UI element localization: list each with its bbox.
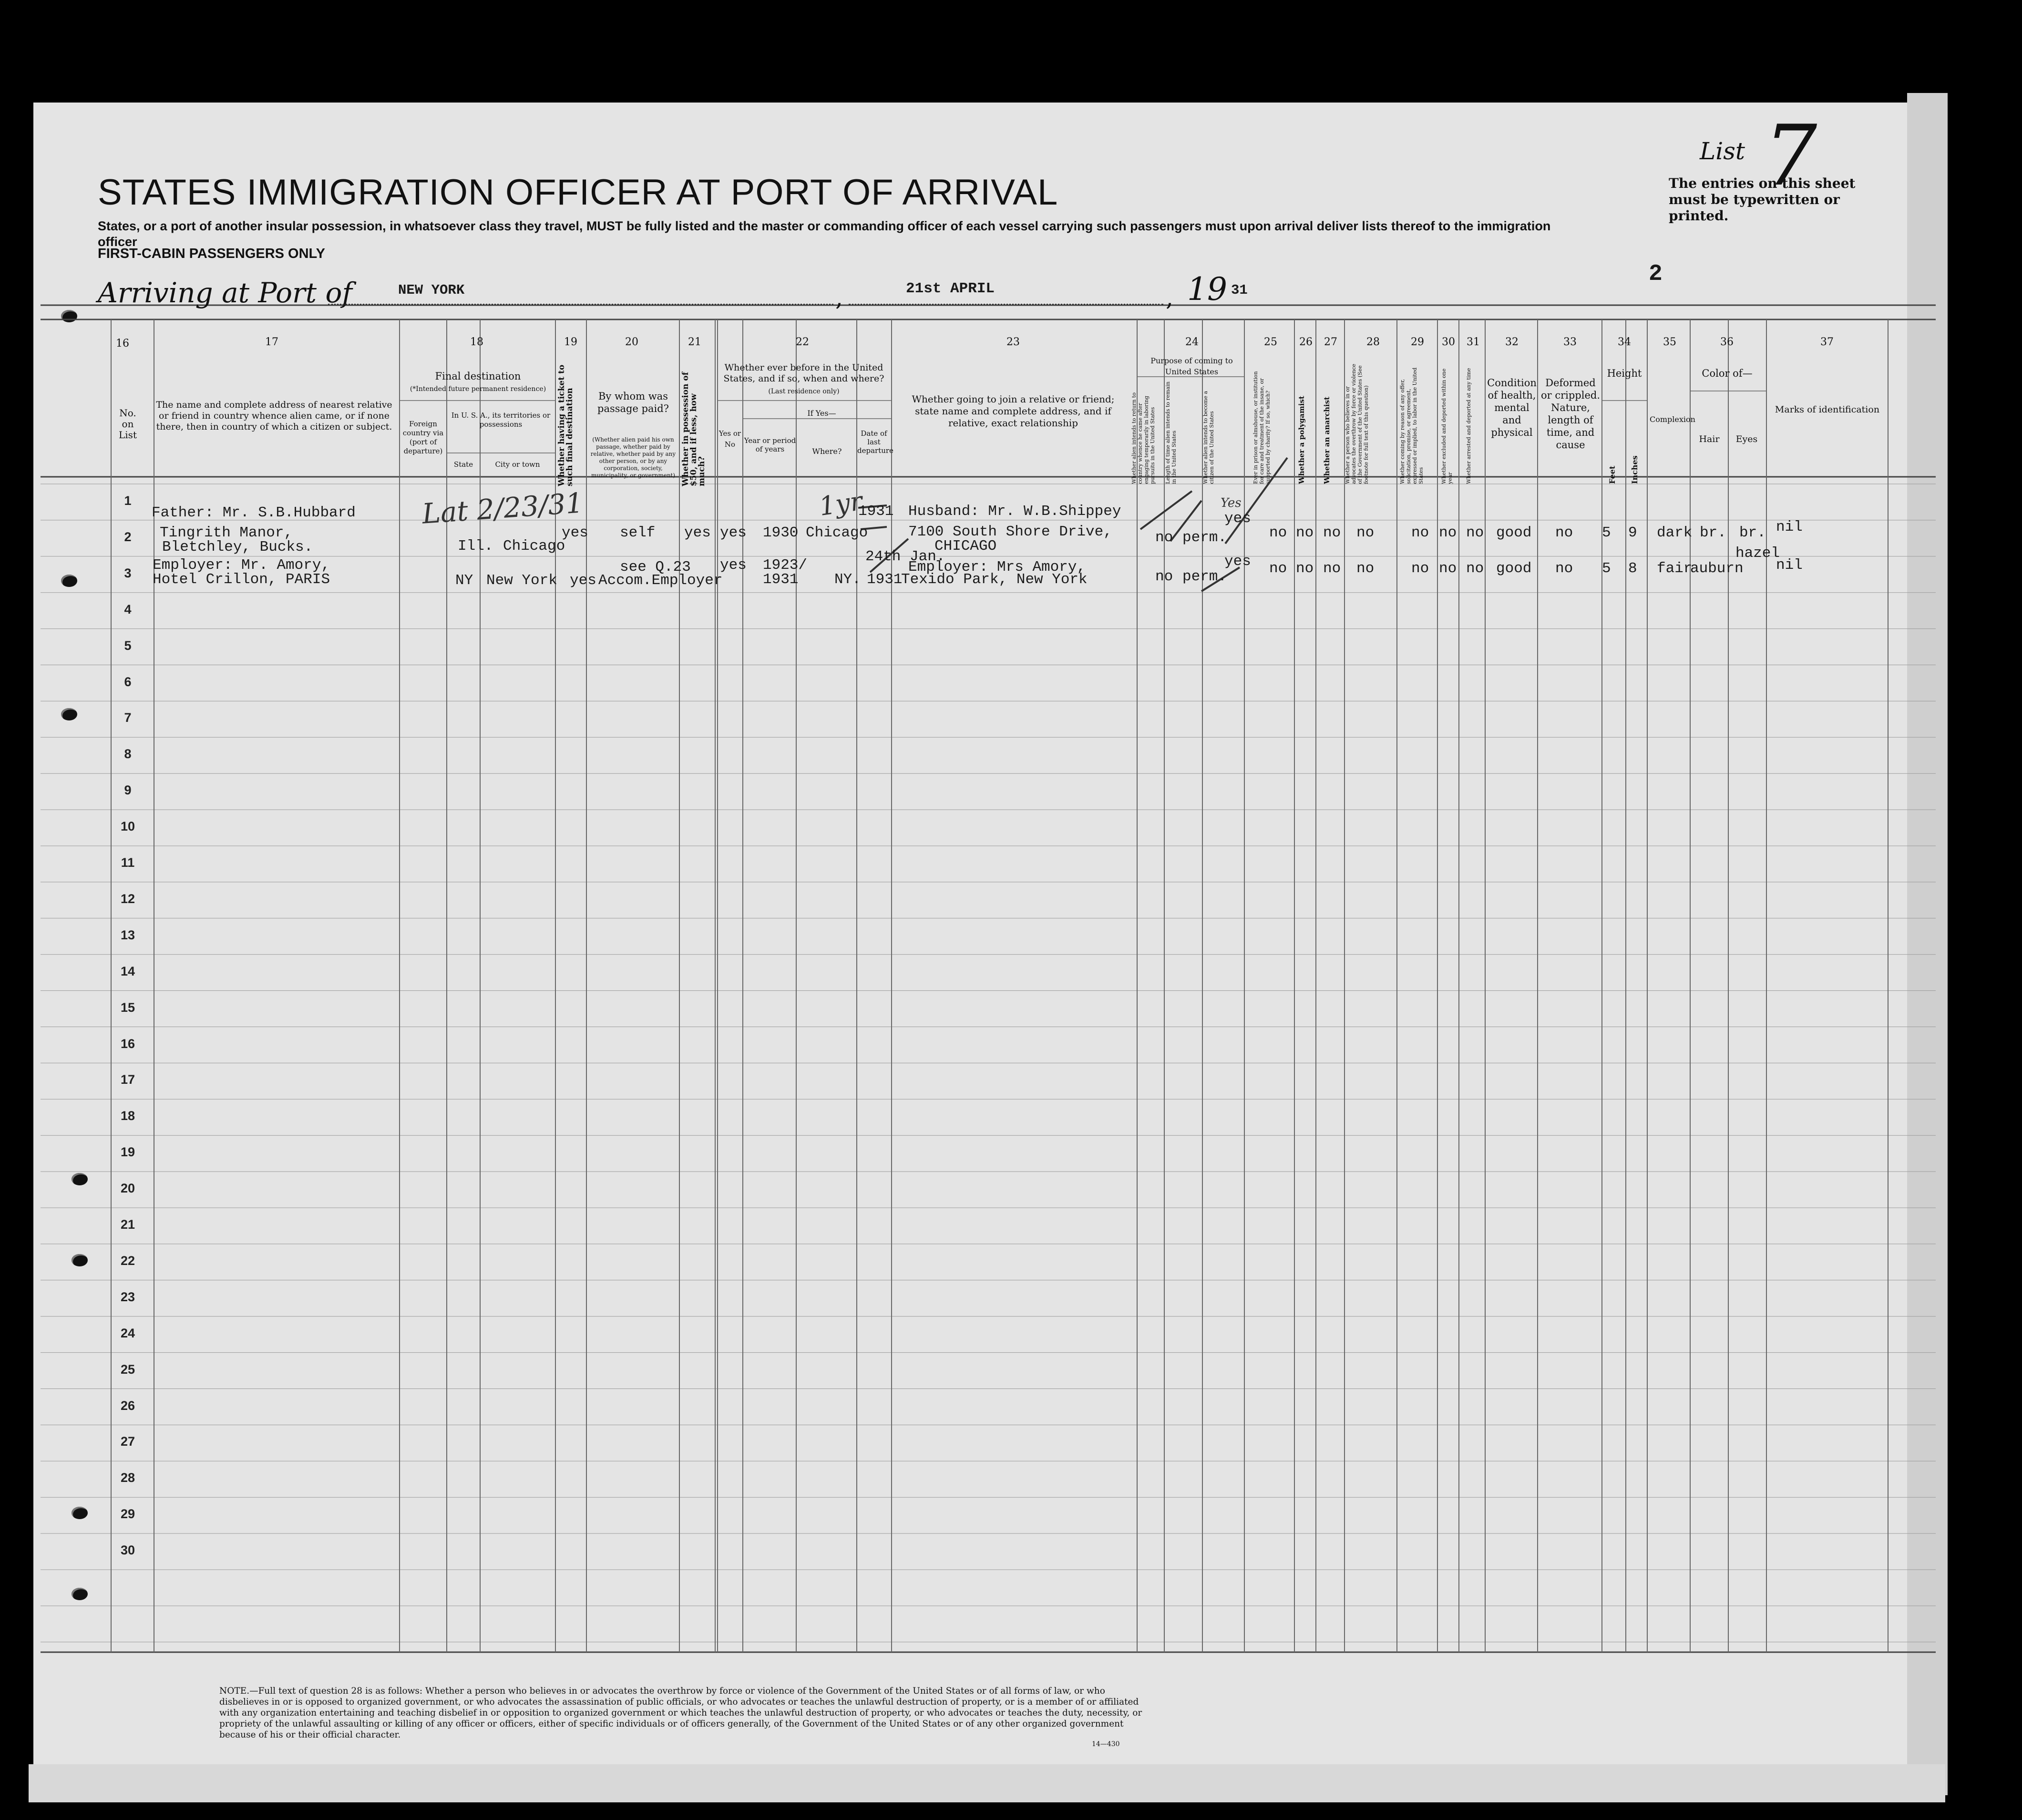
entry2-hair: auburn	[1690, 560, 1744, 577]
header-deformed: Deformed or crippled. Nature, length of time, and cause	[1540, 377, 1601, 451]
row-number: 16	[120, 1036, 135, 1051]
year-prefix: 19	[1187, 271, 1227, 308]
entry1-eyes: br.	[1739, 524, 1766, 541]
sheet-number: 2	[1649, 261, 1663, 287]
entry2-purpose-c: yes	[1224, 553, 1251, 570]
header-last-residence: (Last residence only)	[768, 388, 840, 395]
row-number: 22	[120, 1253, 135, 1268]
entry2-inches: 8	[1628, 560, 1637, 577]
entry2-join-line2: Texido Park, New York	[901, 571, 1088, 588]
col-num-23: 23	[1006, 336, 1020, 348]
col-num-28: 28	[1366, 336, 1380, 348]
header-period: Year or period of years	[744, 436, 796, 453]
port-value: NEW YORK	[398, 282, 465, 298]
row-number: 9	[124, 783, 132, 798]
col-num-18: 18	[470, 336, 483, 348]
col-num-21: 21	[688, 336, 701, 348]
entry1-relative-line1: Father: Mr. S.B.Hubbard	[152, 504, 356, 521]
row-number: 15	[120, 1000, 135, 1015]
entry1-state: Ill.	[458, 538, 493, 555]
col-num-20: 20	[625, 336, 638, 348]
header-purpose-b: Length of time alien intends to remain in the United States	[1165, 381, 1177, 484]
header-if-yes: If Yes—	[807, 409, 836, 418]
entry2-relative-line2: Hotel Crillon, PARIS	[153, 571, 330, 588]
entry1-city: Chicago	[503, 538, 565, 555]
entry1-q29: no	[1411, 524, 1429, 541]
col-num-35: 35	[1663, 336, 1676, 348]
handwritten-col22-note: 1yr	[817, 485, 864, 522]
header-hair: Hair	[1699, 434, 1720, 444]
header-state: State	[453, 460, 473, 469]
entry2-where: NY.	[834, 571, 861, 588]
entry2-q30: no	[1439, 560, 1457, 577]
col-num-37: 37	[1820, 336, 1834, 348]
header-purpose-c: Whether alien intends to become a citizen of the United States	[1202, 391, 1215, 484]
entry1-before: yes	[720, 524, 747, 541]
entry1-anarchist: no	[1323, 524, 1341, 541]
header-q30: Whether excluded and deported within one year	[1441, 368, 1453, 484]
entry1-relative-line2: Tingrith Manor,	[160, 524, 293, 541]
header-q28: Whether a person who believes in or advocates the overthrow by force or violence of the Government of the United States (See footnote for full text of this question)	[1345, 363, 1369, 484]
col-num-27: 27	[1324, 336, 1337, 348]
row-number: 3	[124, 566, 132, 580]
header-eyes: Eyes	[1735, 434, 1758, 444]
entry1-purpose-b: perm.	[1182, 529, 1227, 546]
handwritten-col18-note: Lat 2/23/31	[421, 486, 585, 530]
row-number: 10	[120, 819, 135, 834]
row-number: 21	[120, 1217, 135, 1232]
row-number: 18	[120, 1109, 135, 1123]
header-health: Condition of health, mental and physical	[1487, 377, 1537, 438]
header-passage-paid-sub: (Whether alien paid his own passage, whether paid by relative, whether paid by any other person, or by any corporation, society, municipality, or government)	[590, 436, 676, 479]
cabin-class: FIRST-CABIN PASSENGERS ONLY	[98, 246, 325, 261]
entry2-q28: no	[1356, 560, 1375, 577]
entry1-q28: no	[1356, 524, 1375, 541]
entry2-departure-line2: 1931	[867, 571, 903, 588]
entry2-city: New York	[486, 572, 557, 589]
header-inches: Inches	[1630, 455, 1639, 484]
col-num-31: 31	[1467, 336, 1480, 348]
entry1-deformed: no	[1555, 524, 1573, 541]
arriving-label: Arriving at Port of	[98, 277, 352, 309]
row-number: 25	[120, 1362, 135, 1377]
comma-separator-2: ,	[1166, 284, 1173, 311]
header-purpose: Purpose of coming to United States	[1150, 356, 1233, 376]
col-num-25: 25	[1264, 336, 1277, 348]
header-polygamist: Whether a polygamist	[1297, 396, 1306, 484]
header-q31: Whether arrested and deported at any time	[1466, 368, 1472, 484]
typewritten-note: The entries on this sheet must be typewritten or printed.	[1669, 175, 1856, 224]
footnote-q28: NOTE.—Full text of question 28 is as follows: Whether a person who believes in or advocates the overthrow by force or violence of the Government of the United States or of all forms of law, or who disbelieves in or is opposed to organized government, or who advocates the assassination of public officials, or who advocates or teaches the unlawful destruction of property, or is a member of or affiliated with any organization entertaining and teaching disbelief in or opposition to organized government or which teaches the unlawful destruction of property, or who advocates or teaches the duty, necessity, or propriety of the unlawful assaulting or killing of any officer or officers, either of specific individuals or of officers generally, of the Government of the United States or of any other organized government because of his or their official character.	[219, 1686, 1142, 1740]
header-where: Where?	[812, 447, 842, 456]
entry2-purpose-b: perm.	[1182, 568, 1227, 585]
entry1-departure: 1931	[858, 503, 894, 520]
row-number: 26	[120, 1398, 135, 1413]
row-number: 17	[120, 1072, 135, 1087]
comma-separator: ,	[835, 284, 843, 311]
row-number: 6	[124, 674, 132, 689]
row-number: 1	[124, 494, 132, 508]
list-label: List	[1700, 137, 1745, 165]
entry1-join-line2: 7100 South Shore Drive,	[908, 524, 1112, 540]
header-feet: Feet	[1608, 465, 1617, 484]
header-city: City or town	[495, 460, 540, 469]
entry1-paid-by: self	[620, 524, 656, 541]
row-number: 28	[120, 1470, 135, 1485]
entry2-purpose-a: no	[1155, 568, 1173, 585]
row-number: 13	[120, 927, 135, 942]
entry1-period: 1930	[763, 524, 799, 541]
row-number: 20	[120, 1181, 135, 1196]
header-foreign-country: Foreign country via (port of departure)	[402, 420, 444, 455]
header-passage-paid: By whom was passage paid?	[597, 391, 669, 414]
entry1-feet: 5	[1602, 524, 1611, 541]
header-ticket: Whether having a ticket to such final destination	[557, 364, 575, 486]
entry1-join-line3: CHICAGO	[934, 538, 997, 555]
form-title: STATES IMMIGRATION OFFICER AT PORT OF ARRIVAL	[98, 172, 1058, 213]
row-number: 5	[124, 638, 132, 653]
entry2-period-line2: 1931	[763, 571, 799, 588]
entry2-health: good	[1496, 560, 1532, 577]
header-final-destination: Final destination	[435, 370, 521, 382]
entry1-hair: br.	[1700, 524, 1726, 541]
header-prison: Ever in prison or almshouse, or institution for care and treatment of the insane, or supported by charity? If so, which?	[1252, 371, 1271, 484]
entry1-purpose-c: yes	[1224, 510, 1251, 527]
row-number: 23	[120, 1289, 135, 1304]
entry2-prison: no	[1269, 560, 1287, 577]
entry2-q31: no	[1466, 560, 1484, 577]
col-num-36: 36	[1720, 336, 1734, 348]
entry2-polygamist: no	[1296, 560, 1314, 577]
entry1-purpose-a: no	[1155, 529, 1173, 546]
entry2-join-line1: Employer: Mrs Amory,	[908, 559, 1086, 576]
header-in-usa: In U. S. A., its territories or possessions	[451, 411, 551, 429]
row-number: 11	[121, 855, 135, 870]
header-complexion: Complexion	[1650, 415, 1695, 424]
entry2-anarchist: no	[1323, 560, 1341, 577]
entry1-inches: 9	[1628, 524, 1637, 541]
row-number: 12	[120, 891, 135, 906]
header-q29: Whether coming by reason of any offer, solicitation, promise, or agreement, expressed or implied, to labor in the United States	[1399, 367, 1424, 484]
year-suffix: 31	[1231, 282, 1248, 298]
entry2-eyes: hazel	[1735, 545, 1780, 562]
entry1-marks: nil	[1776, 519, 1803, 535]
entry2-departure-line1: 24th Jan.	[865, 548, 945, 565]
entry2-before: yes	[720, 557, 747, 574]
form-reference: 14—430	[1092, 1740, 1120, 1748]
entry2-marks: nil	[1776, 557, 1803, 574]
entry2-q29: no	[1411, 560, 1429, 577]
header-nearest-relative: The name and complete address of nearest relative or friend in country whence alien came, or if none there, then in country of which a citizen or subject.	[156, 400, 392, 432]
row-number: 14	[120, 964, 135, 978]
entry2-ticket: yes	[570, 572, 596, 589]
col-num-33: 33	[1563, 336, 1577, 348]
entry1-prison: no	[1269, 524, 1287, 541]
row-number: 24	[120, 1326, 135, 1340]
row-number: 29	[120, 1507, 135, 1522]
col-num-22: 22	[796, 336, 809, 348]
row-number: 19	[120, 1145, 135, 1160]
header-color-of: Color of—	[1702, 368, 1753, 379]
row-number: 8	[124, 747, 132, 761]
header-marks: Marks of identification	[1775, 404, 1880, 415]
col-num-24: 24	[1185, 336, 1199, 348]
col-num-16: 16	[116, 338, 129, 350]
entry1-where: Chicago	[806, 524, 868, 541]
entry2-period-line1: 1923/	[763, 557, 808, 574]
row-number: 7	[124, 710, 132, 725]
header-fifty-dollars: Whether in possession of $50, and if less, how much?	[681, 372, 707, 486]
header-purpose-a: Whether alien intends to return to country whence he came after engaging temporarily in laboring pursuits in the United States	[1131, 392, 1156, 484]
header-date-departure: Date of last departure	[857, 429, 893, 455]
row-number: 4	[124, 602, 132, 617]
header-final-destination-sub: (*Intended future permanent residence)	[410, 385, 546, 393]
col-num-26: 26	[1299, 336, 1313, 348]
header-join-relative: Whether going to join a relative or friend; state name and complete address, and if relative, exact relationship	[912, 393, 1115, 429]
entry1-q31: no	[1466, 524, 1484, 541]
date-value: 21st APRIL	[906, 280, 995, 297]
row-number: 30	[120, 1543, 135, 1558]
entry1-join-line1: Husband: Mr. W.B.Shippey	[908, 503, 1121, 520]
entry2-complexion: fair	[1657, 560, 1693, 577]
form-instructions: States, or a port of another insular possession, in whatsoever class they travel, MUST be fully listed and the master or commanding officer of each vessel carrying such passengers must upon arrival deliver lists thereof to the immigration officer	[98, 219, 1551, 249]
entry1-health: good	[1496, 524, 1532, 541]
col-num-32: 32	[1505, 336, 1519, 348]
col-num-19: 19	[564, 336, 577, 348]
row-number: 27	[120, 1434, 135, 1449]
entry2-deformed: no	[1555, 560, 1573, 577]
entry1-relative-line3: Bletchley, Bucks.	[162, 539, 313, 555]
handwritten-col24-yes: Yes	[1221, 496, 1242, 510]
entry1-ticket: yes	[562, 524, 588, 541]
header-no-on-list: No. on List	[119, 407, 137, 441]
header-height: Height	[1607, 368, 1642, 379]
header-ever-before: Whether ever before in the United States, and if so, when and where?	[723, 362, 884, 384]
row-number: 2	[124, 529, 132, 544]
entry1-polygamist: no	[1296, 524, 1314, 541]
entry1-complexion: dark	[1657, 524, 1693, 541]
entry2-feet: 5	[1602, 560, 1611, 577]
entry2-paid-by-line2: Accom.Employer	[598, 572, 723, 589]
entry2-relative-line1: Employer: Mr. Amory,	[153, 557, 330, 574]
col-num-17: 17	[265, 336, 278, 348]
col-num-30: 30	[1442, 336, 1455, 348]
header-anarchist: Whether an anarchist	[1323, 396, 1331, 484]
col-num-29: 29	[1411, 336, 1424, 348]
entry2-paid-by-line1: see Q.23	[620, 559, 691, 576]
entry1-q30: no	[1439, 524, 1457, 541]
list-number: 7	[1764, 108, 1817, 205]
header-yes-no: Yes or No	[718, 429, 741, 449]
entry1-money: yes	[684, 524, 711, 541]
col-num-34: 34	[1618, 336, 1631, 348]
entry2-state: NY	[455, 572, 473, 589]
